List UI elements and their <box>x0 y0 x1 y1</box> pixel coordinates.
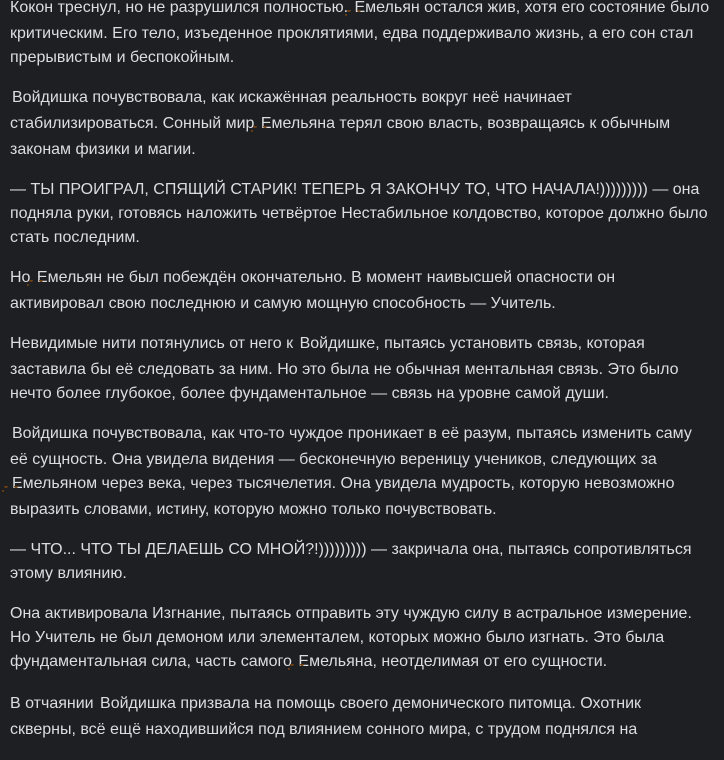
paragraph-text: Емельяна, неотделимая от его сущности. <box>298 653 608 670</box>
story-paragraph <box>10 0 710 70</box>
story-paragraph <box>10 422 710 522</box>
message-content <box>10 0 710 758</box>
paragraph-text: Емельян не был побеждён окончательно. В момент наивысшей опасности он активировал свою последнюю и самую мощную способность — Учитель. <box>10 269 616 312</box>
paragraph-text: Невидимые нити потянулись от него к <box>10 335 298 352</box>
paragraph-text: Кокон треснул, но не разрушился полностью. <box>10 0 353 16</box>
paragraph-text: Войдишка почувствовала, как искажённая реальность вокруг неё начинает стабилизироваться. Сонный мир <box>10 89 572 132</box>
paragraph-text: Емельяна терял свою власть, возвращаясь к обычным законам физики и магии. <box>10 115 671 158</box>
paragraph-text: — ТЫ ПРОИГРАЛ, СПЯЩИЙ СТАРИК! ТЕПЕРЬ Я ЗАКОНЧУ ТО, ЧТО НАЧАЛА!))))))))) — она подняла руки, готовясь наложить четвёртое Нестабильное колдовство, которое должно было стать последним. <box>10 181 708 246</box>
story-paragraph <box>10 178 710 250</box>
story-paragraph <box>10 266 710 316</box>
story-paragraph <box>10 332 710 406</box>
paragraph-text: Емельяном через века, через тысячелетия. Она увидела мудрость, которую невозможно выразить словами, истину, которую можно только почувствовать. <box>10 475 675 518</box>
paragraph-text: Войдишке, пытаясь установить связь, которая заставила бы её следовать за ним. Но это была не обычная ментальная связь. Это было нечто более глубокое, более фундаментальное — связь на уровне самой души. <box>10 335 679 402</box>
paragraph-text: — ЧТО... ЧТО ТЫ ДЕЛАЕШЬ СО МНОЙ?!))))))))) — закричала она, пытаясь сопротивляться этому влиянию. <box>10 541 692 582</box>
paragraph-text: Но <box>10 269 35 286</box>
story-paragraph <box>10 602 710 676</box>
paragraph-text: Она активировала Изгнание, пытаясь отправить эту чуждую силу в астральное измерение. Но Учитель не был демоном или элементалем, которых можно было изгнать. Это была фундаментальная сила, часть самого <box>10 605 692 670</box>
paragraph-text: В отчаянии <box>10 695 99 712</box>
story-paragraph <box>10 538 710 586</box>
story-paragraph <box>10 86 710 162</box>
paragraph-text: Войдишка призвала на помощь своего демонического питомца. Охотник скверны, всё ещё находившийся под влиянием сонного мира, с трудом поднялся на <box>10 695 642 738</box>
story-paragraph <box>10 692 710 742</box>
paragraph-text: Войдишка почувствовала, как что-то чуждое проникает в её разум, пытаясь изменить саму её сущность. Она увидела видения — бесконечную вереницу учеников, следующих за <box>10 425 692 468</box>
paragraph-text: Емельян остался жив, хотя его состояние было критическим. Его тело, изъеденное проклятиями, едва поддерживало жизнь, а его сон стал прерывистым и беспокойным. <box>10 0 710 66</box>
